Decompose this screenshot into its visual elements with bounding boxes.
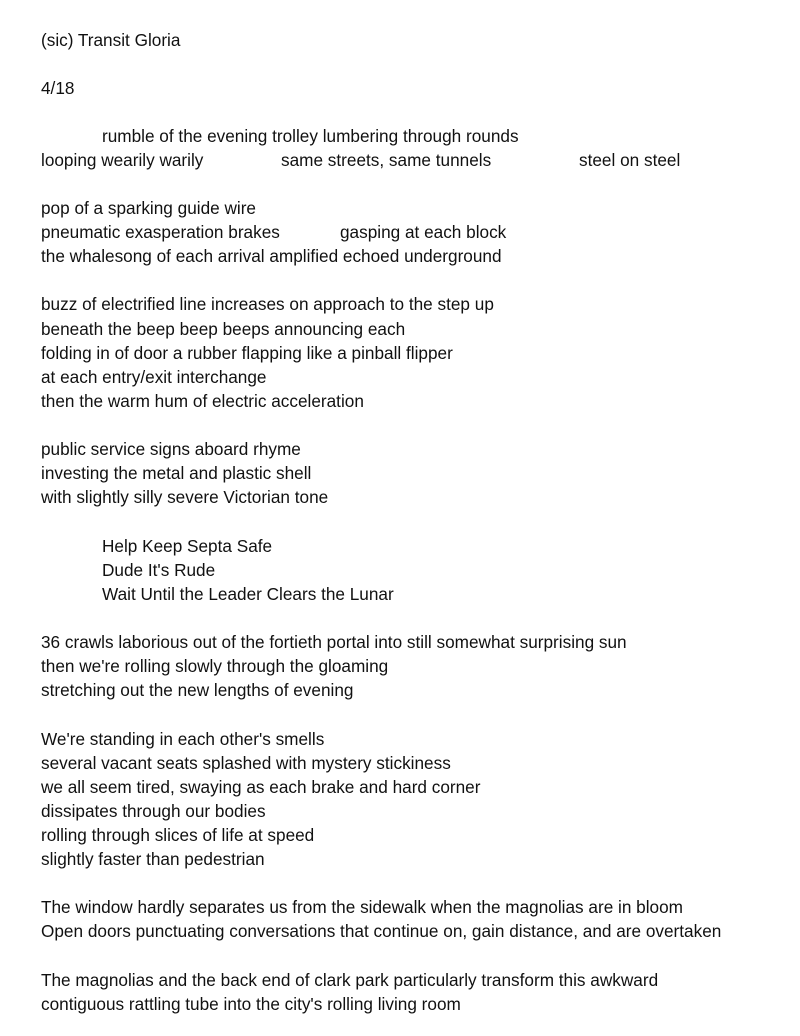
poem-line: contiguous rattling tube into the city's rolling living room (41, 994, 461, 1014)
poem-line: 36 crawls laborious out of the fortieth portal into still somewhat surprising sun (41, 632, 627, 652)
poem-line: dissipates through our bodies (41, 801, 266, 821)
poem-title: (sic) Transit Gloria (41, 30, 181, 50)
poem-line: public service signs aboard rhyme (41, 439, 301, 459)
poem-date: 4/18 (41, 78, 75, 98)
poem-line: several vacant seats splashed with mystery stickiness (41, 753, 451, 773)
poem-line: then we're rolling slowly through the gloaming (41, 656, 389, 676)
sign-line: Wait Until the Leader Clears the Lunar (102, 584, 394, 604)
poem-line: at each entry/exit interchange (41, 367, 267, 387)
poem-line: pneumatic exasperation brakes (41, 222, 280, 242)
poem-line: gasping at each block (340, 222, 507, 242)
poem-line: we all seem tired, swaying as each brake and hard corner (41, 777, 481, 797)
poem-line: rolling through slices of life at speed (41, 825, 315, 845)
poem-line: pop of a sparking guide wire (41, 198, 256, 218)
poem-line: We're standing in each other's smells (41, 729, 325, 749)
poem-line: the whalesong of each arrival amplified echoed underground (41, 246, 502, 266)
sign-line: Help Keep Septa Safe (102, 536, 273, 556)
poem-line: Open doors punctuating conversations that continue on, gain distance, and are overtaken (41, 921, 722, 941)
poem-line: beneath the beep beep beeps announcing each (41, 319, 406, 339)
poem-line: looping wearily warily (41, 150, 204, 170)
poem-line: then the warm hum of electric acceleration (41, 391, 364, 411)
poem-line: folding in of door a rubber flapping like a pinball flipper (41, 343, 453, 363)
poem-line: stretching out the new lengths of evening (41, 680, 354, 700)
poem-line: buzz of electrified line increases on approach to the step up (41, 294, 494, 314)
poem-line: The window hardly separates us from the sidewalk when the magnolias are in bloom (41, 897, 683, 917)
poem-line: rumble of the evening trolley lumbering through rounds (102, 126, 519, 146)
poem-line: investing the metal and plastic shell (41, 463, 312, 483)
poem-line: same streets, same tunnels (281, 150, 492, 170)
poem-line: slightly faster than pedestrian (41, 849, 265, 869)
poem-line: with slightly silly severe Victorian tone (41, 487, 329, 507)
poem-line: steel on steel (579, 150, 681, 170)
sign-line: Dude It's Rude (102, 560, 216, 580)
poem-line: The magnolias and the back end of clark park particularly transform this awkward (41, 970, 659, 990)
